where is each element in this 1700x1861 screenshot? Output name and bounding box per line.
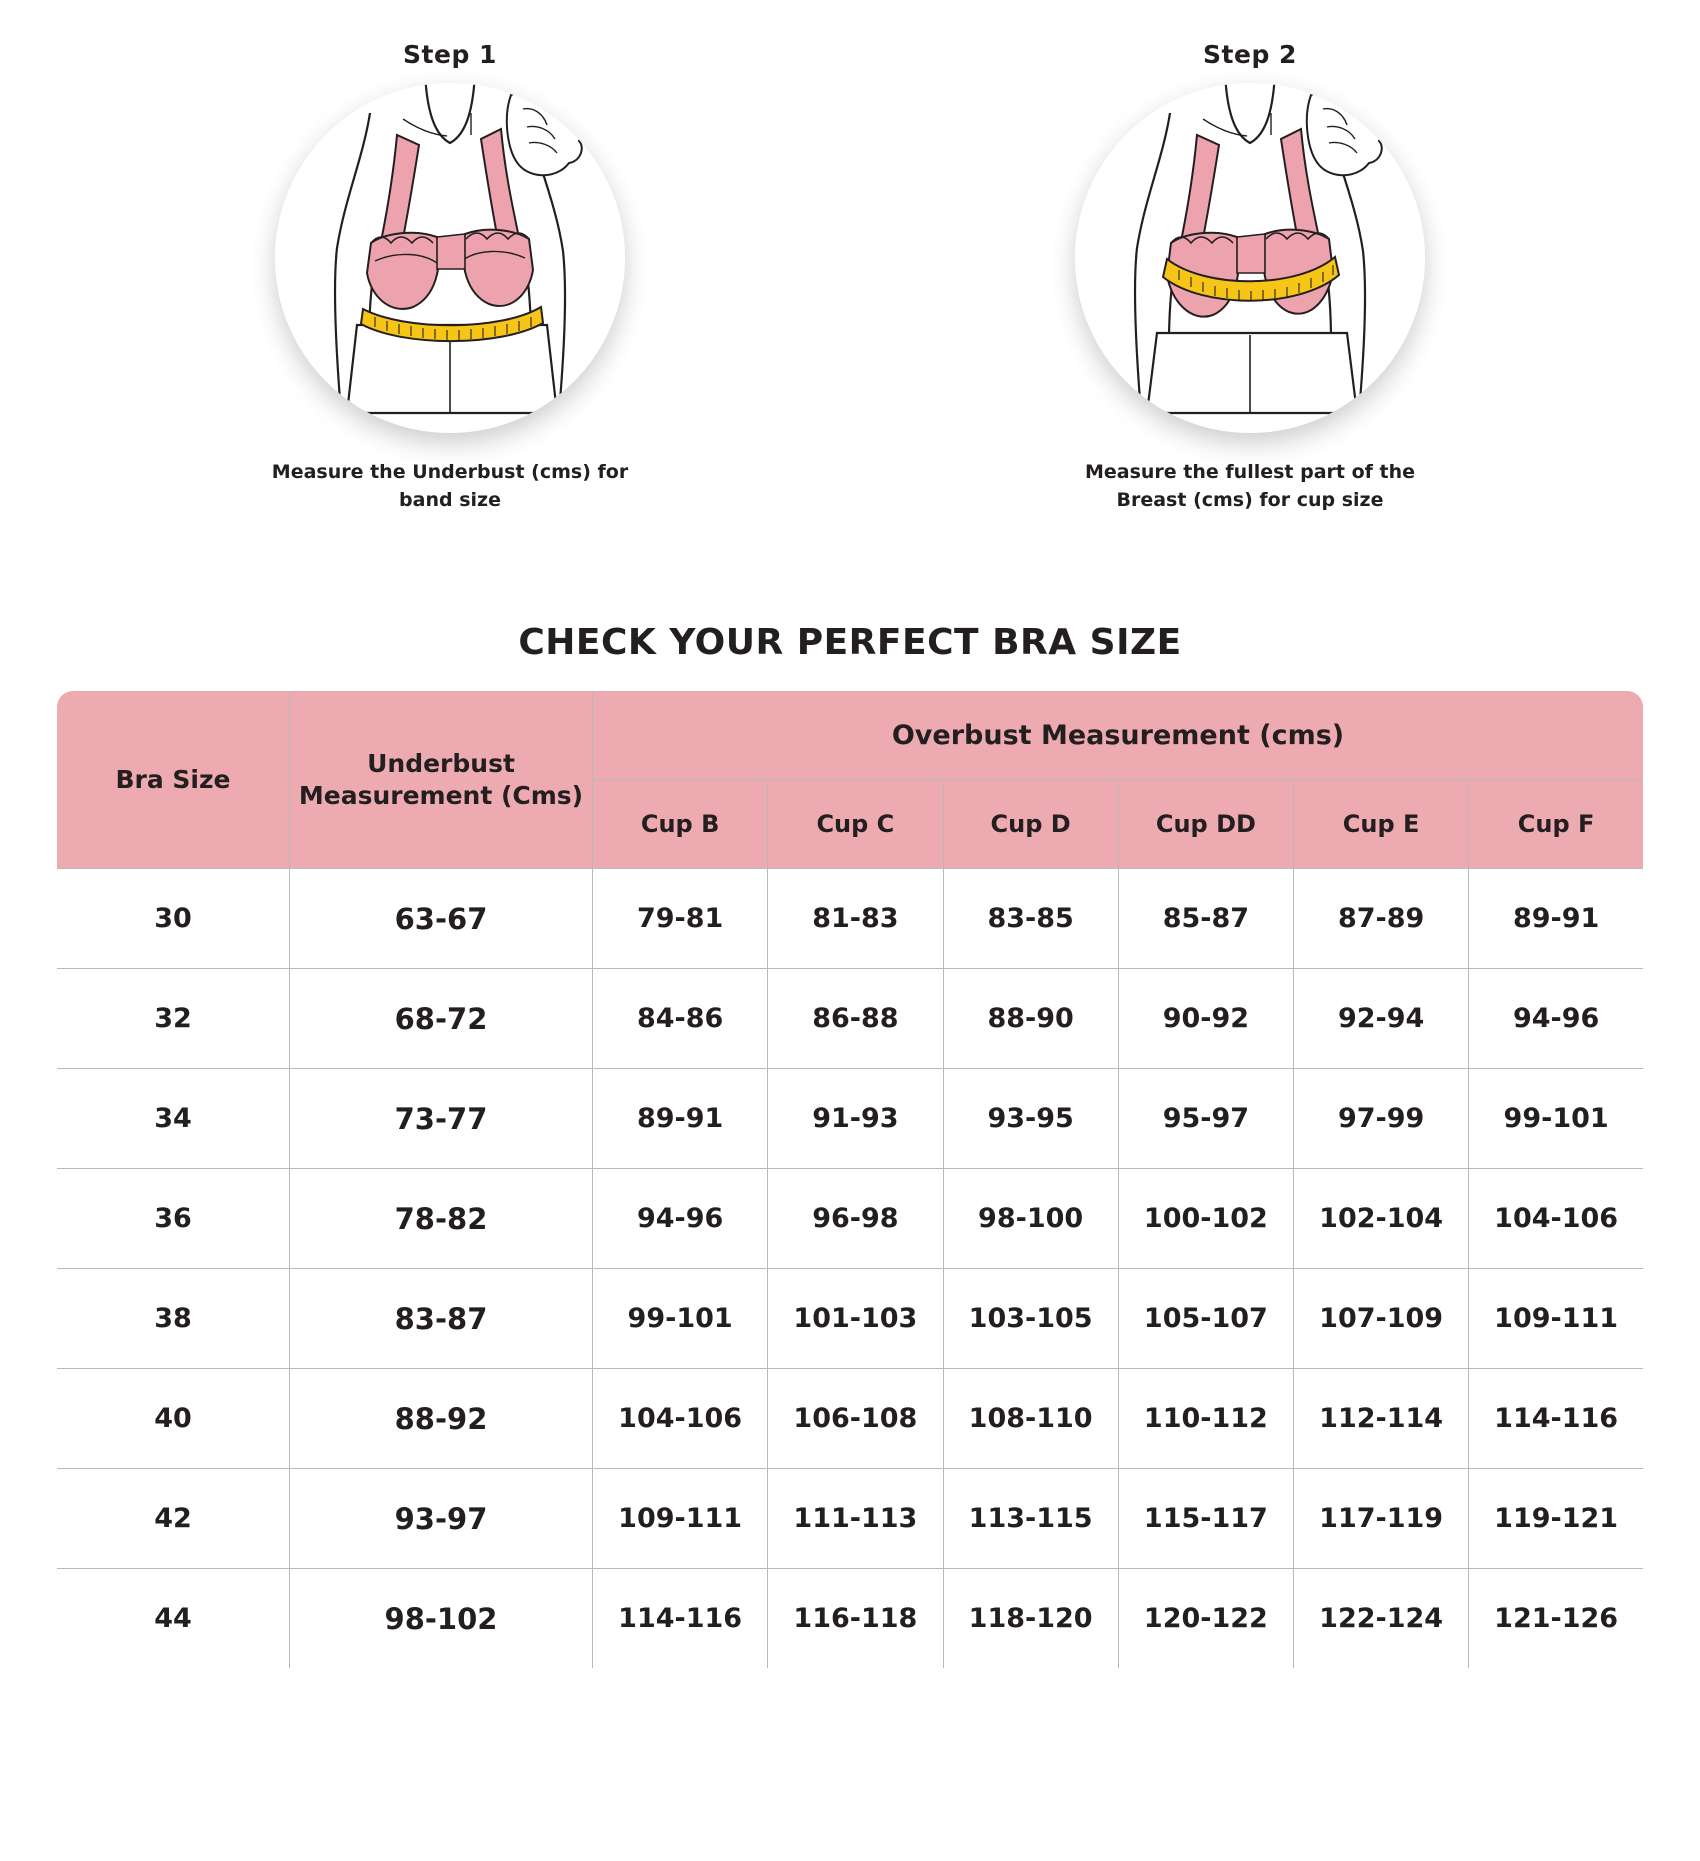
column-header-cup-dd: Cup DD [1118,780,1293,869]
step-2-title: Step 2 [1203,40,1297,69]
cell-underbust: 93-97 [290,1469,593,1569]
table-row [56,1369,1644,1469]
cell-cup-c: 106-108 [768,1369,943,1469]
cell-cup-b: 84-86 [593,969,768,1069]
cell-cup-e: 87-89 [1294,869,1469,969]
cell-cup-b: 79-81 [593,869,768,969]
cell-bra-size: 32 [56,969,290,1069]
cell-underbust: 88-92 [290,1369,593,1469]
cell-bra-size: 36 [56,1169,290,1269]
table-header [56,690,1644,869]
cell-cup-f: 89-91 [1469,869,1644,969]
cell-cup-b: 114-116 [593,1569,768,1670]
cell-cup-b: 99-101 [593,1269,768,1369]
table-row [56,869,1644,969]
cell-cup-d: 83-85 [943,869,1118,969]
cell-cup-f: 109-111 [1469,1269,1644,1369]
cell-cup-dd: 105-107 [1118,1269,1293,1369]
cell-cup-f: 114-116 [1469,1369,1644,1469]
table-header-row-1 [56,690,1644,780]
cell-cup-d: 103-105 [943,1269,1118,1369]
cell-cup-e: 92-94 [1294,969,1469,1069]
cell-cup-e: 97-99 [1294,1069,1469,1169]
step-2-illustration-wrap [1075,83,1425,433]
cell-cup-d: 88-90 [943,969,1118,1069]
cell-cup-f: 104-106 [1469,1169,1644,1269]
cell-underbust: 73-77 [290,1069,593,1169]
step-1-illustration-wrap [275,83,625,433]
table-body [56,869,1644,1670]
column-header-bra-size: Bra Size [56,690,290,869]
cell-cup-dd: 115-117 [1118,1469,1293,1569]
cell-cup-dd: 95-97 [1118,1069,1293,1169]
cell-bra-size: 38 [56,1269,290,1369]
cell-cup-f: 121-126 [1469,1569,1644,1670]
cell-underbust: 63-67 [290,869,593,969]
column-header-cup-b: Cup B [593,780,768,869]
cell-cup-d: 118-120 [943,1569,1118,1670]
cell-bra-size: 44 [56,1569,290,1670]
cell-bra-size: 40 [56,1369,290,1469]
cell-cup-b: 94-96 [593,1169,768,1269]
cell-cup-dd: 85-87 [1118,869,1293,969]
cell-cup-e: 102-104 [1294,1169,1469,1269]
table-row [56,1569,1644,1670]
cell-cup-dd: 120-122 [1118,1569,1293,1670]
column-header-cup-c: Cup C [768,780,943,869]
cell-bra-size: 42 [56,1469,290,1569]
page-title: CHECK YOUR PERFECT BRA SIZE [518,622,1182,664]
cell-cup-b: 89-91 [593,1069,768,1169]
column-header-overbust: Overbust Measurement (cms) [593,690,1645,780]
cell-cup-f: 99-101 [1469,1069,1644,1169]
cell-underbust: 68-72 [290,969,593,1069]
cell-cup-e: 117-119 [1294,1469,1469,1569]
cell-cup-b: 109-111 [593,1469,768,1569]
cell-cup-c: 86-88 [768,969,943,1069]
cell-cup-d: 93-95 [943,1069,1118,1169]
table-row [56,969,1644,1069]
table-row [56,1269,1644,1369]
step-1 [230,40,670,514]
cell-bra-size: 30 [56,869,290,969]
cell-cup-d: 98-100 [943,1169,1118,1269]
cell-bra-size: 34 [56,1069,290,1169]
underbust-measure-illustration [275,83,625,433]
step-2 [1030,40,1470,514]
column-header-underbust: Underbust Measurement (Cms) [290,690,593,869]
cell-cup-c: 101-103 [768,1269,943,1369]
table-row [56,1469,1644,1569]
step-2-caption: Measure the fullest part of the Breast (cms) for cup size [1084,461,1416,511]
table-row [56,1069,1644,1169]
overbust-measure-illustration [1075,83,1425,433]
cell-cup-e: 107-109 [1294,1269,1469,1369]
cell-cup-f: 94-96 [1469,969,1644,1069]
cell-underbust: 83-87 [290,1269,593,1369]
cell-cup-c: 96-98 [768,1169,943,1269]
measurement-steps [0,0,1700,514]
cell-cup-f: 119-121 [1469,1469,1644,1569]
cell-underbust: 78-82 [290,1169,593,1269]
step-1-caption: Measure the Underbust (cms) for band size [271,461,629,511]
column-header-cup-e: Cup E [1294,780,1469,869]
cell-cup-d: 108-110 [943,1369,1118,1469]
cell-cup-e: 122-124 [1294,1569,1469,1670]
cell-cup-c: 116-118 [768,1569,943,1670]
cell-cup-dd: 100-102 [1118,1169,1293,1269]
cell-cup-c: 111-113 [768,1469,943,1569]
cell-cup-d: 113-115 [943,1469,1118,1569]
table-row [56,1169,1644,1269]
cell-cup-dd: 110-112 [1118,1369,1293,1469]
cell-cup-b: 104-106 [593,1369,768,1469]
cell-underbust: 98-102 [290,1569,593,1670]
size-chart-wrap [55,689,1645,1670]
cell-cup-c: 91-93 [768,1069,943,1169]
column-header-cup-d: Cup D [943,780,1118,869]
cell-cup-c: 81-83 [768,869,943,969]
cell-cup-dd: 90-92 [1118,969,1293,1069]
bra-size-table [55,689,1645,1670]
cell-cup-e: 112-114 [1294,1369,1469,1469]
column-header-cup-f: Cup F [1469,780,1644,869]
step-1-title: Step 1 [403,40,497,69]
